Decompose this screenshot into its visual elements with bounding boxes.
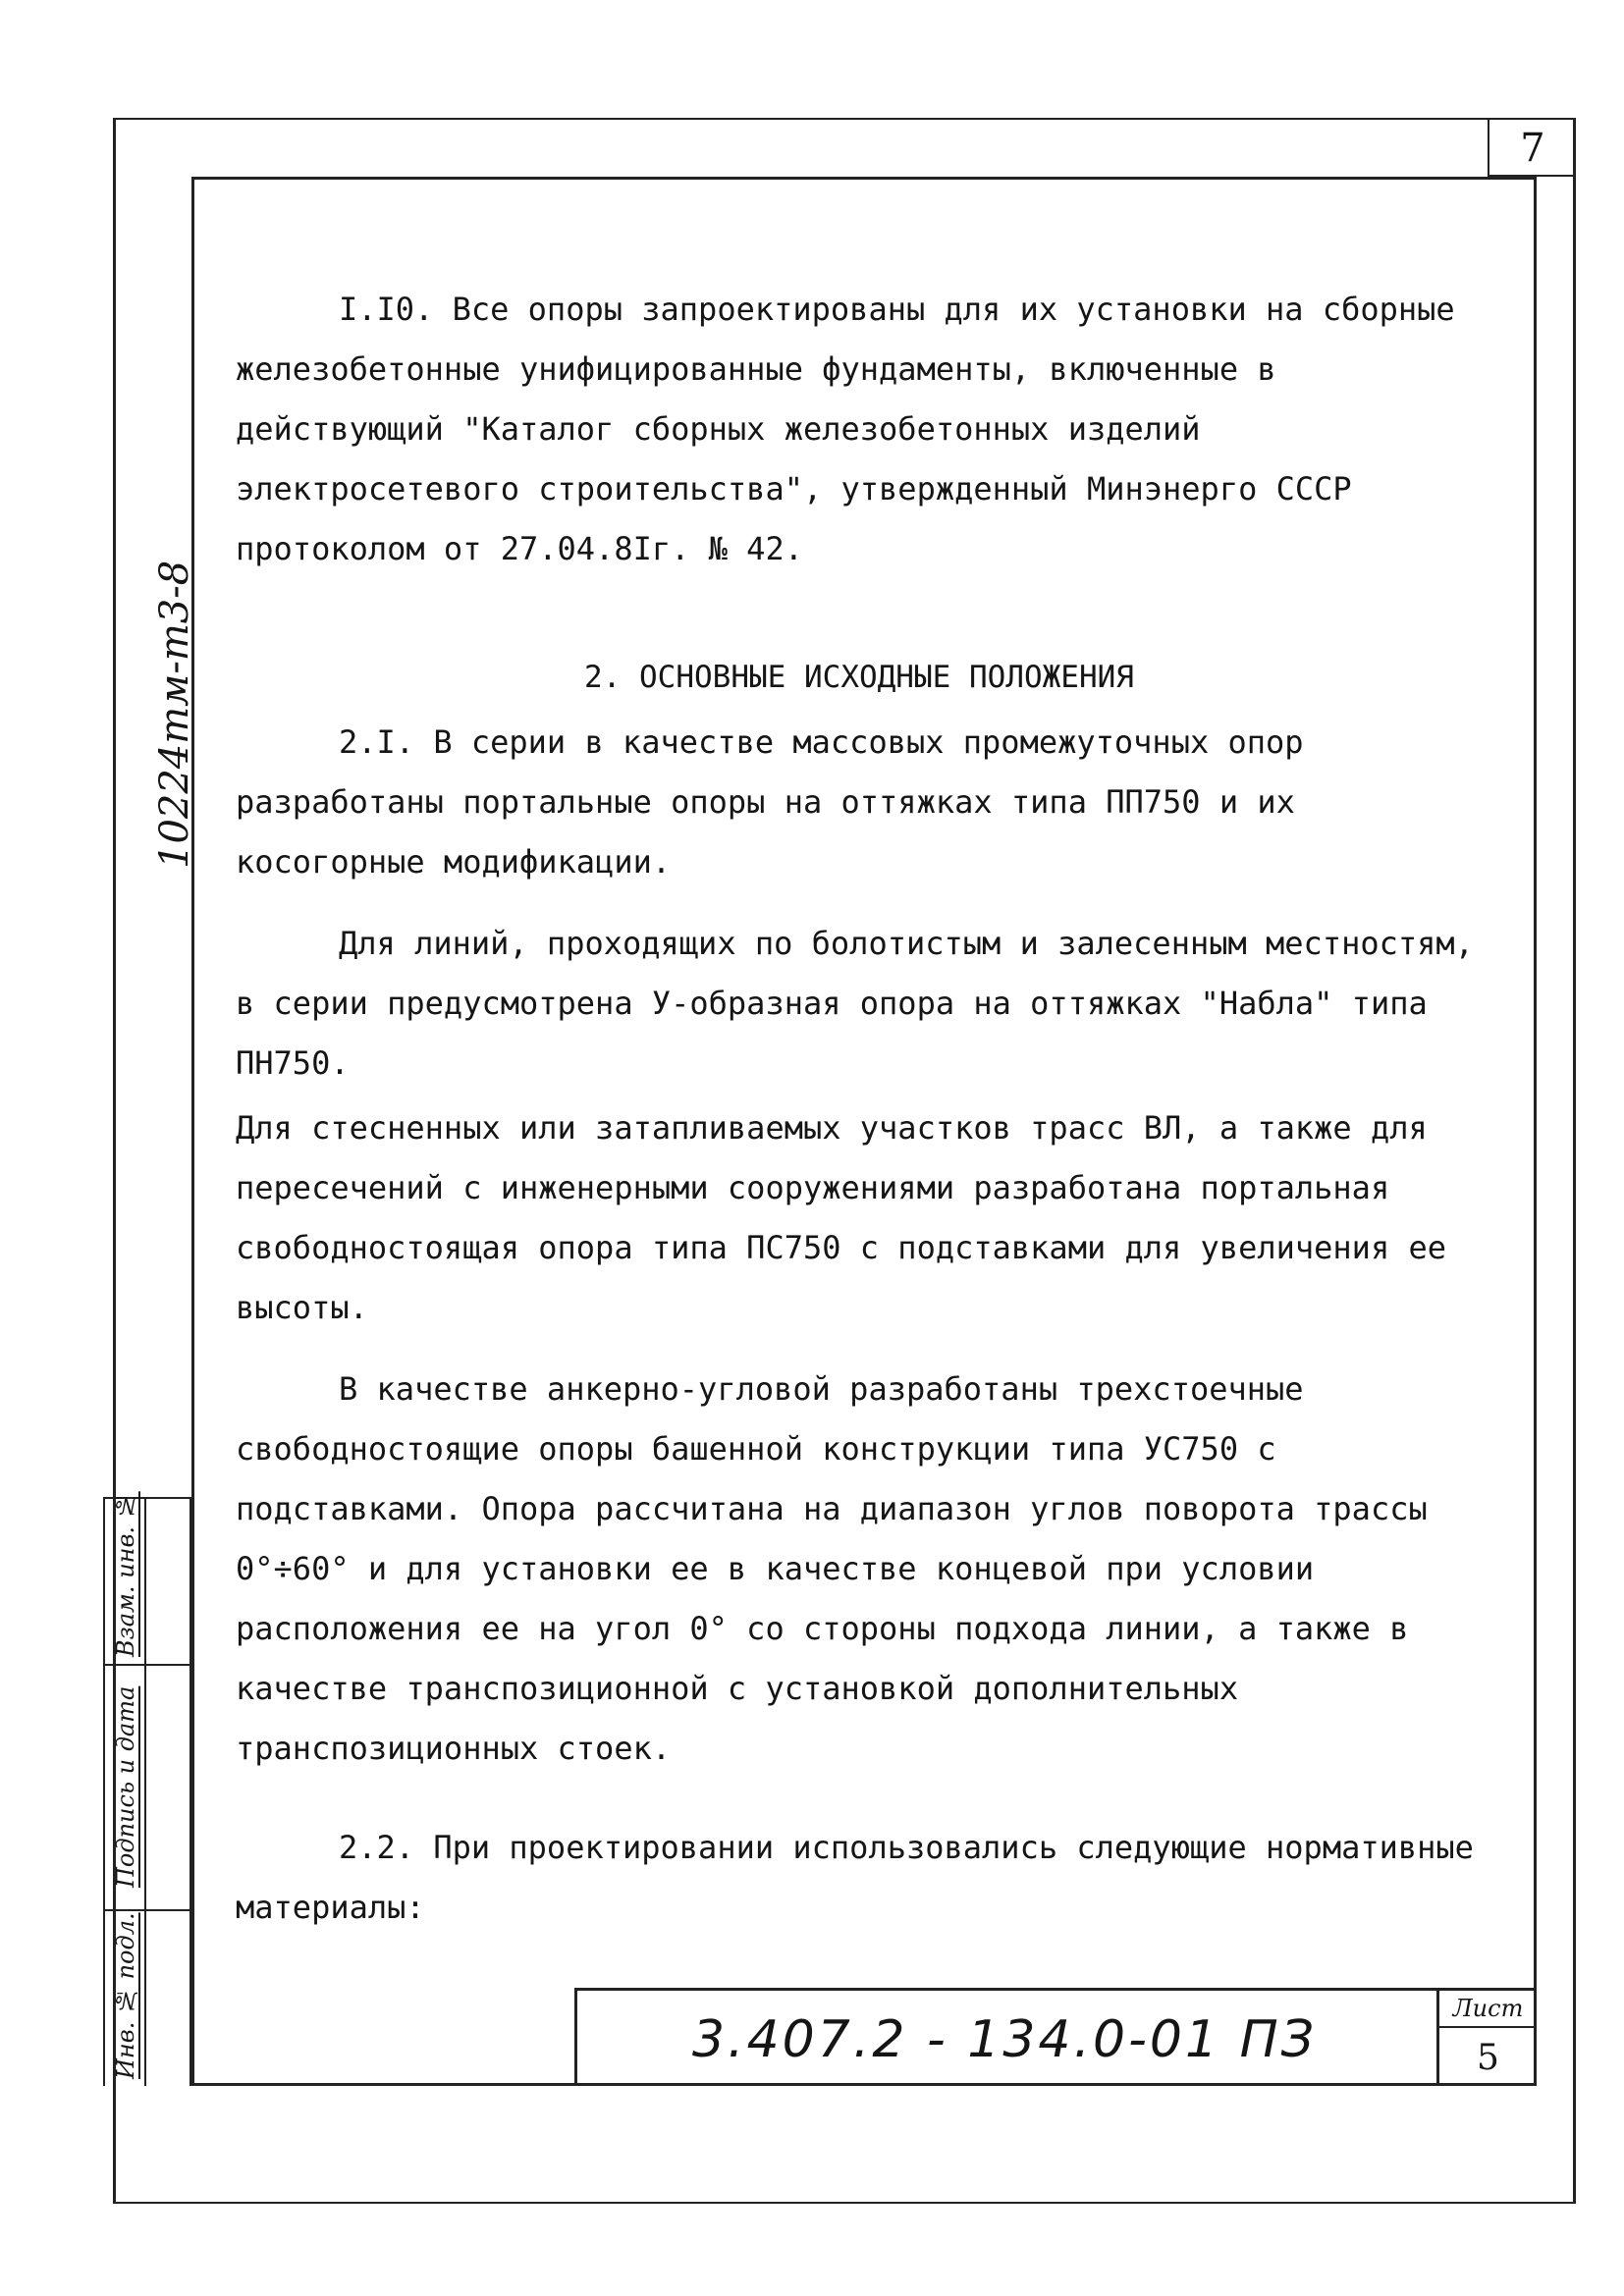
sheet-number: 5 <box>1477 2038 1499 2078</box>
sheet-cell <box>1436 1991 1537 2086</box>
paragraph-2-2: 2.2. При проектировании использовались следующие нормативные материалы: <box>236 1829 1474 1926</box>
sheet-label: Лист <box>1439 1991 1537 2028</box>
page-number: 7 <box>1488 120 1576 177</box>
stamp-divider <box>105 1909 189 1911</box>
document-designation: 3.407.2 - 134.0-01 ПЗ <box>691 2010 1318 2069</box>
paragraph-restricted-sections: Для стесненных или затапливаемых участков трасс ВЛ, а также для пересечений с инженерными сооружениями разработана портальная свободностоящая опора типа ПС750 с подставками для увеличения ее высоты. <box>236 1109 1446 1326</box>
section-heading: 2. ОСНОВНЫЕ ИСХОДНЫЕ ПОЛОЖЕНИЯ <box>584 660 1134 695</box>
title-block <box>574 1988 1537 2086</box>
approval-stamp <box>103 1491 191 2086</box>
archive-code: 10224тм-т3-8 <box>152 560 197 869</box>
stamp-label-signature: Подпись и дата <box>112 1685 139 1889</box>
document-body <box>236 280 1483 1938</box>
paragraph-swamp-lines: Для линий, проходящих по болотистым и залесенным местностям, в серии предусмотрена У-образная опора на оттяжках "Набла" типа ПН750. <box>236 925 1474 1082</box>
paragraph-2-1: 2.I. В серии в качестве массовых промежуточных опор разработаны портальные опоры на оттяжках типа ПП750 и их косогорные модификации. <box>236 723 1304 881</box>
stamp-label-replacement: Взам. инв. № <box>112 1491 139 1657</box>
paragraph-1-10: I.I0. Все опоры запроектированы для их установки на сборные железобетонные унифицированные фундаменты, включенные в действующий "Каталог сборных железобетонных изделий электросетевого строительства", утвержденный Минэнерго СССР протоколом от 27.04.8Iг. № 42. <box>236 291 1455 567</box>
stamp-divider <box>105 1664 189 1666</box>
stamp-label-inventory: Инв. № подл. <box>112 1912 139 2079</box>
paragraph-anchor-angle: В качестве анкерно-угловой разработаны трехстоечные свободностоящие опоры башенной конструкции типа УС750 с подставками. Опора рассчитана на диапазон углов поворота трассы 0°÷60° и для установки ее в качестве концевой при условии расположения ее на угол 0° со стороны подхода линии, а также в качестве транспозиционной с установкой дополнительных транспозиционных стоек. <box>236 1370 1428 1767</box>
